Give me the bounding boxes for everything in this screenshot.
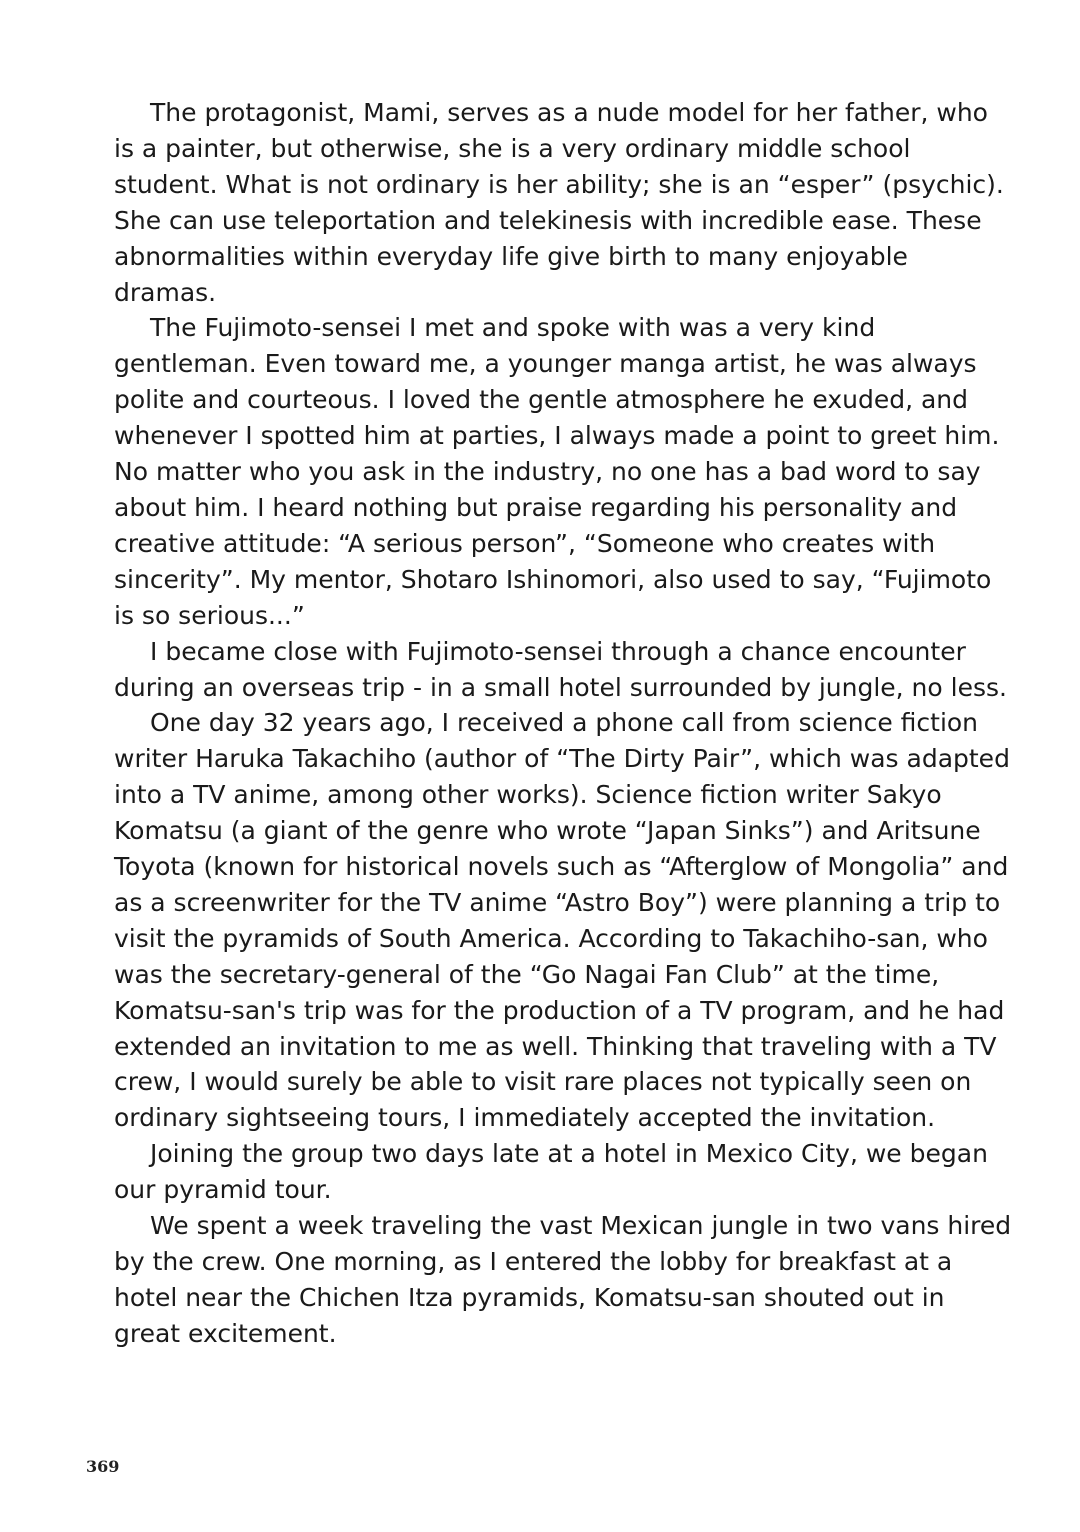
paragraph: We spent a week traveling the vast Mexican jungle in two vans hired by the crew. One morning, as I entered the lobby for breakfast at a hotel near the Chichen Itza pyramids, Komatsu-san shouted out in great excitement. xyxy=(114,1211,1012,1348)
body-text xyxy=(114,95,1014,1352)
paragraph: One day 32 years ago, I received a phone call from science fiction writer Haruka Takachiho (author of “The Dirty Pair”, which was adapted into a TV anime, among other works). Science fiction writer Sakyo Komatsu (a giant of the genre who wrote “Japan Sinks”) and Aritsune Toyota (known for historical novels such as “Afterglow of Mongolia” and as a screenwriter for the TV anime “Astro Boy”) were planning a trip to visit the pyramids of South America. According to Takachiho-san, who was the secretary-general of the “Go Nagai Fan Club” at the time, Komatsu-san's trip was for the production of a TV program, and he had extended an invitation to me as well. Thinking that traveling with a TV crew, I would surely be able to visit rare places not typically seen on ordinary sightseeing tours, I immediately accepted the invitation. xyxy=(114,708,1010,1133)
paragraph: I became close with Fujimoto-sensei through a chance encounter during an overseas trip - in a small hotel surrounded by jungle, no less. xyxy=(114,636,1007,702)
page-number: 369 xyxy=(86,1457,120,1476)
paragraph: The protagonist, Mami, serves as a nude model for her father, who is a painter, but otherwise, she is a very ordinary middle school student. What is not ordinary is her ability; she is an “esper” (psychic). She can use teleportation and telekinesis with incredible ease. These abnormalities within everyday life give birth to many enjoyable dramas. xyxy=(114,98,1004,307)
paragraph: Joining the group two days late at a hotel in Mexico City, we began our pyramid tour. xyxy=(114,1139,988,1205)
paragraph: The Fujimoto-sensei I met and spoke with was a very kind gentleman. Even toward me, a younger manga artist, he was always polite and courteous. I loved the gentle atmosphere he exuded, and whenever I spotted him at parties, I always made a point to greet him. No matter who you ask in the industry, no one has a bad word to say about him. I heard nothing but praise regarding his personality and creative attitude: “A serious person”, “Someone who creates with sincerity”. My mentor, Shotaro Ishinomori, also used to say, “Fujimoto is so serious...” xyxy=(114,313,1000,630)
